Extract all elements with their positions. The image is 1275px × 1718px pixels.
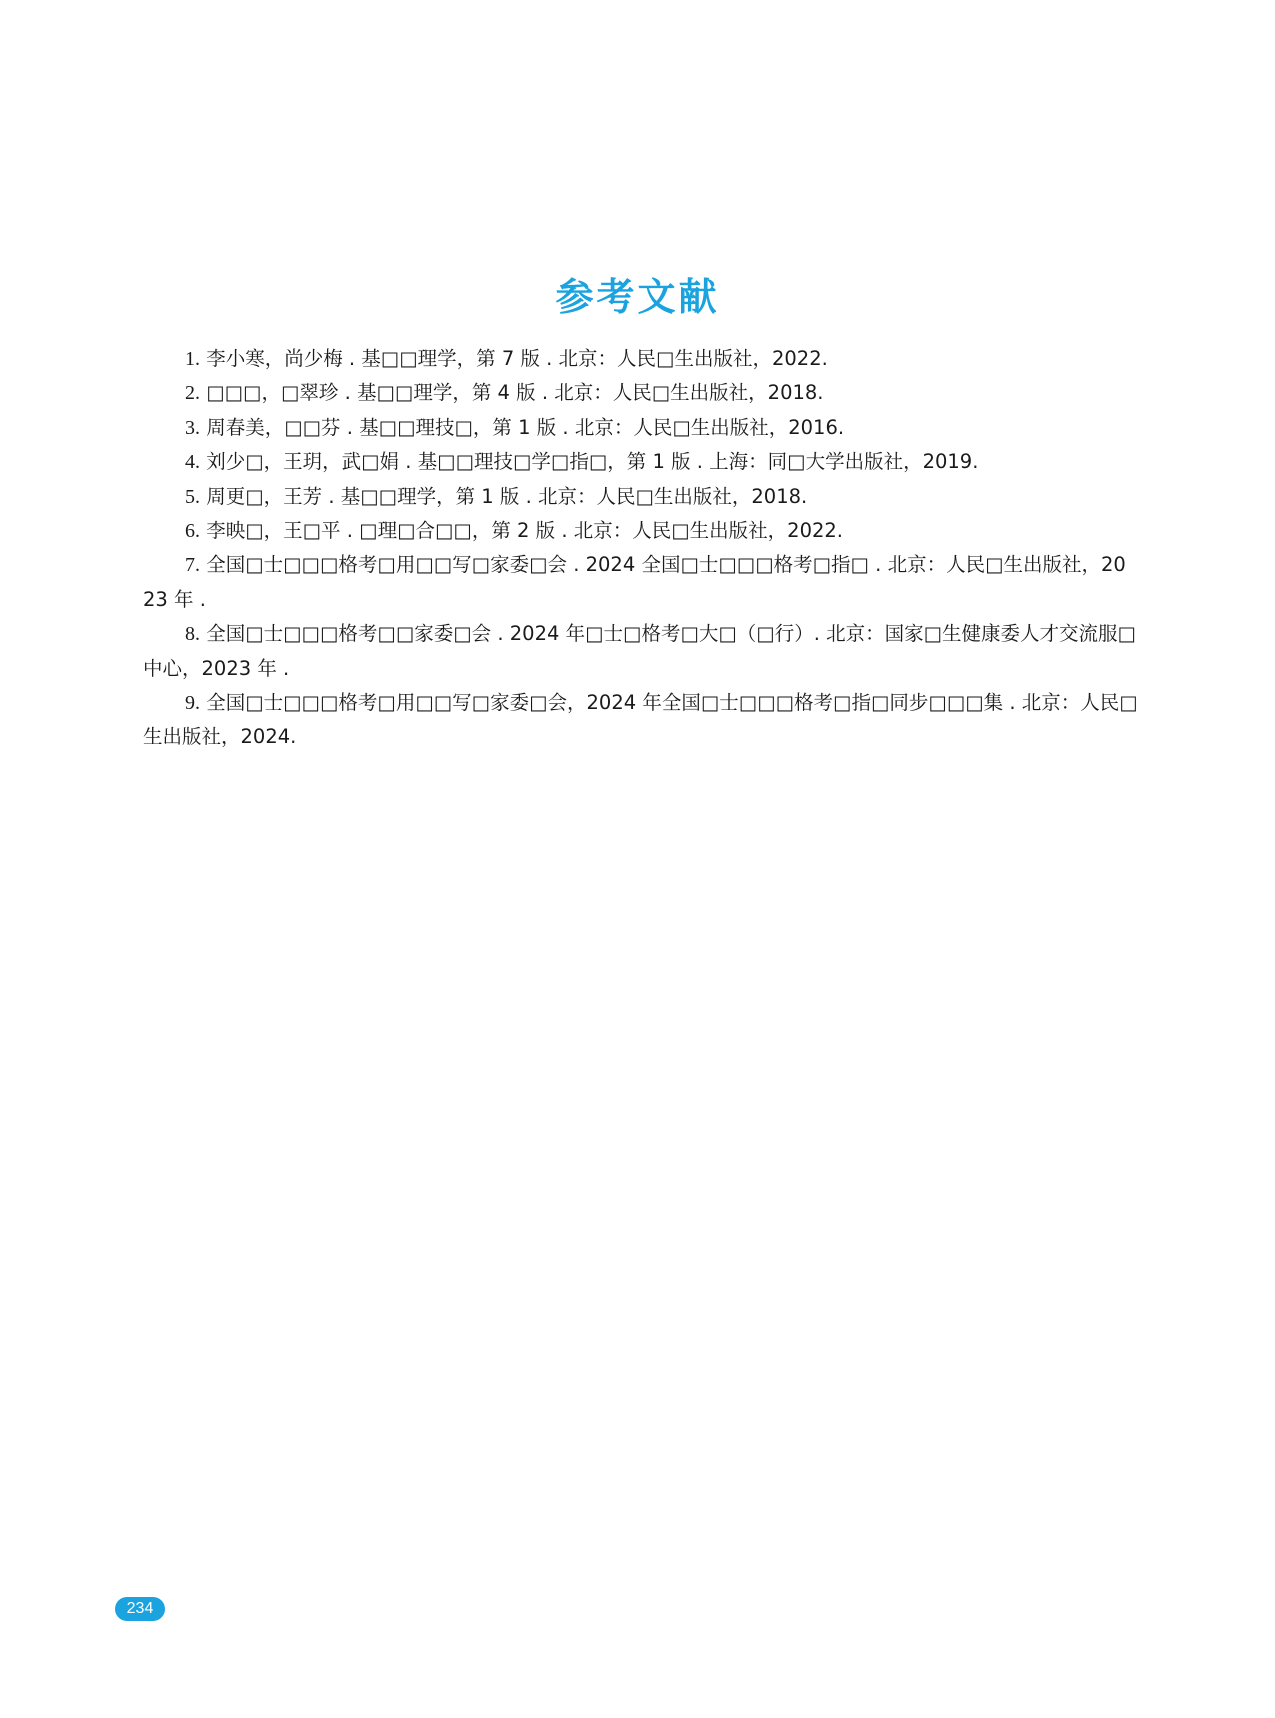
reference-number: 2. <box>185 382 200 405</box>
reference-list <box>143 342 1138 755</box>
reference-item <box>143 445 1138 479</box>
page-number-badge: 234 <box>115 1597 165 1621</box>
reference-text: 周春美，□□芬 . 基□□理技□，第 1 版 . 北京：人民□生出版社，2016. <box>206 415 845 439</box>
page-title: 参考文献 <box>555 275 720 320</box>
reference-text: 全国□士□□□格考□用□□写□家委□会 . 2024 全国□士□□□格考□指□ . 北京：人民□生出版社，2023 年 . <box>143 553 1126 611</box>
reference-item <box>143 480 1138 514</box>
reference-item <box>143 514 1138 548</box>
reference-number: 9. <box>185 692 200 715</box>
reference-text: 周更□，王芳 . 基□□理学，第 1 版 . 北京：人民□生出版社，2018. <box>206 484 808 508</box>
reference-text: 全国□士□□□格考□用□□写□家委□会，2024 年全国□士□□□格考□指□同步□□□集 . 北京：人民□生出版社，2024. <box>143 691 1138 749</box>
reference-number: 3. <box>185 416 200 439</box>
reference-text: 全国□士□□□格考□□家委□会 . 2024 年□士□格考□大□（□行）. 北京：国家□生健康委人才交流服□中心，2023 年 . <box>143 622 1136 680</box>
reference-number: 7. <box>185 554 200 577</box>
reference-number: 8. <box>185 623 200 646</box>
reference-number: 6. <box>185 520 200 543</box>
reference-number: 4. <box>185 451 200 474</box>
reference-number: 5. <box>185 485 200 508</box>
reference-text: 刘少□，王玥，武□娟 . 基□□理技□学□指□，第 1 版 . 上海：同□大学出版社，2019. <box>206 450 979 474</box>
reference-item <box>143 617 1138 686</box>
reference-text: 李映□，王□平 . □理□合□□，第 2 版 . 北京：人民□生出版社，2022. <box>206 519 843 543</box>
reference-item <box>143 686 1138 755</box>
reference-item <box>143 376 1138 410</box>
reference-item <box>143 342 1138 376</box>
reference-item <box>143 411 1138 445</box>
reference-item <box>143 548 1138 617</box>
reference-number: 1. <box>185 348 200 370</box>
reference-text: 李小寒，尚少梅 . 基□□理学，第 7 版 . 北京：人民□生出版社，2022. <box>206 347 828 370</box>
reference-text: □□□，□翠珍 . 基□□理学，第 4 版 . 北京：人民□生出版社，2018. <box>206 381 824 405</box>
